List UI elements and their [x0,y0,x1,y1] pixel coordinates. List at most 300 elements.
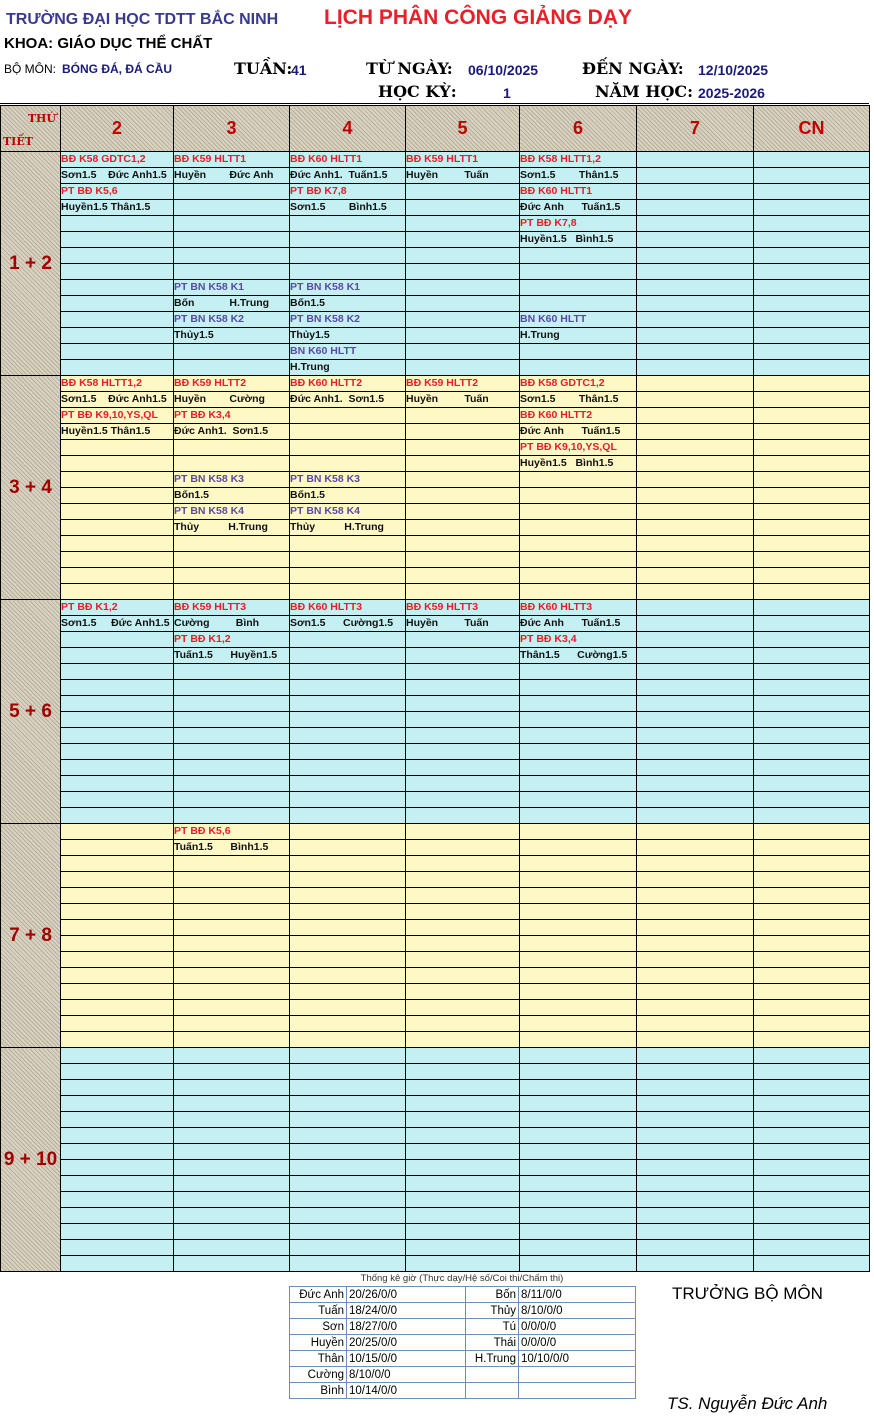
schedule-cell[interactable] [174,696,290,712]
schedule-cell[interactable] [637,952,754,968]
schedule-cell[interactable] [637,968,754,984]
schedule-cell[interactable] [290,712,406,728]
schedule-cell[interactable] [637,696,754,712]
schedule-cell[interactable] [61,1016,174,1032]
schedule-cell[interactable] [174,1176,290,1192]
schedule-cell[interactable] [754,248,870,264]
schedule-cell[interactable] [61,696,174,712]
schedule-cell[interactable] [754,776,870,792]
schedule-cell[interactable] [174,600,290,616]
schedule-cell[interactable] [406,216,520,232]
schedule-cell[interactable] [61,248,174,264]
schedule-cell[interactable] [61,280,174,296]
schedule-cell[interactable] [520,744,637,760]
schedule-cell[interactable] [754,1160,870,1176]
schedule-cell[interactable] [754,520,870,536]
schedule-cell[interactable] [520,504,637,520]
schedule-cell[interactable] [754,584,870,600]
schedule-cell[interactable] [637,312,754,328]
schedule-cell[interactable] [290,600,406,616]
schedule-cell[interactable] [406,1160,520,1176]
schedule-cell[interactable] [637,936,754,952]
schedule-cell[interactable] [290,1096,406,1112]
schedule-cell[interactable] [61,840,174,856]
schedule-cell[interactable] [520,1096,637,1112]
schedule-cell[interactable] [637,504,754,520]
schedule-cell[interactable] [754,1192,870,1208]
schedule-cell[interactable] [406,696,520,712]
schedule-cell[interactable] [406,616,520,632]
schedule-cell[interactable] [754,1048,870,1064]
schedule-cell[interactable] [520,728,637,744]
schedule-cell[interactable] [406,664,520,680]
schedule-cell[interactable] [637,712,754,728]
schedule-cell[interactable] [520,552,637,568]
schedule-cell[interactable] [637,424,754,440]
schedule-cell[interactable] [754,680,870,696]
schedule-cell[interactable] [637,1000,754,1016]
schedule-cell[interactable] [406,968,520,984]
schedule-cell[interactable] [637,744,754,760]
schedule-cell[interactable] [61,824,174,840]
schedule-cell[interactable] [406,760,520,776]
schedule-cell[interactable] [637,664,754,680]
schedule-cell[interactable] [637,1240,754,1256]
schedule-cell[interactable] [61,1032,174,1048]
schedule-cell[interactable] [406,536,520,552]
schedule-cell[interactable] [290,904,406,920]
schedule-cell[interactable] [637,1128,754,1144]
schedule-cell[interactable] [754,1256,870,1272]
schedule-cell[interactable] [637,1048,754,1064]
schedule-cell[interactable] [290,664,406,680]
schedule-cell[interactable] [754,440,870,456]
schedule-cell[interactable] [61,488,174,504]
schedule-cell[interactable] [290,888,406,904]
schedule-cell[interactable] [754,664,870,680]
schedule-cell[interactable] [61,936,174,952]
schedule-cell[interactable] [754,824,870,840]
schedule-cell[interactable] [406,296,520,312]
schedule-cell[interactable] [637,1016,754,1032]
schedule-cell[interactable] [174,680,290,696]
schedule-cell[interactable] [754,984,870,1000]
schedule-cell[interactable] [520,488,637,504]
schedule-cell[interactable] [406,200,520,216]
schedule-cell[interactable] [290,872,406,888]
schedule-cell[interactable] [754,392,870,408]
schedule-cell[interactable] [174,232,290,248]
schedule-cell[interactable] [637,184,754,200]
schedule-cell[interactable] [520,600,637,616]
schedule-cell[interactable] [520,872,637,888]
schedule-cell[interactable] [290,536,406,552]
schedule-cell[interactable] [406,904,520,920]
schedule-cell[interactable] [754,712,870,728]
schedule-cell[interactable] [520,1224,637,1240]
schedule-cell[interactable] [520,1064,637,1080]
schedule-cell[interactable] [174,312,290,328]
schedule-cell[interactable] [637,264,754,280]
schedule-cell[interactable] [61,1176,174,1192]
schedule-cell[interactable] [406,360,520,376]
schedule-cell[interactable] [290,184,406,200]
schedule-cell[interactable] [174,152,290,168]
schedule-cell[interactable] [290,984,406,1000]
schedule-cell[interactable] [754,344,870,360]
schedule-cell[interactable] [406,472,520,488]
schedule-cell[interactable] [637,328,754,344]
schedule-cell[interactable] [174,488,290,504]
schedule-cell[interactable] [174,552,290,568]
schedule-cell[interactable] [637,632,754,648]
schedule-cell[interactable] [61,712,174,728]
schedule-cell[interactable] [406,1256,520,1272]
schedule-cell[interactable] [406,712,520,728]
schedule-cell[interactable] [637,1176,754,1192]
schedule-cell[interactable] [637,232,754,248]
schedule-cell[interactable] [520,680,637,696]
schedule-cell[interactable] [174,504,290,520]
schedule-cell[interactable] [637,1160,754,1176]
schedule-cell[interactable] [754,1144,870,1160]
schedule-cell[interactable] [520,856,637,872]
schedule-cell[interactable] [754,536,870,552]
schedule-cell[interactable] [637,248,754,264]
schedule-cell[interactable] [61,344,174,360]
schedule-cell[interactable] [637,616,754,632]
schedule-cell[interactable] [637,408,754,424]
schedule-cell[interactable] [406,232,520,248]
schedule-cell[interactable] [637,216,754,232]
schedule-cell[interactable] [754,424,870,440]
schedule-cell[interactable] [290,632,406,648]
schedule-cell[interactable] [520,520,637,536]
schedule-cell[interactable] [637,792,754,808]
schedule-cell[interactable] [61,1128,174,1144]
schedule-cell[interactable] [637,808,754,824]
schedule-cell[interactable] [406,888,520,904]
schedule-cell[interactable] [174,632,290,648]
schedule-cell[interactable] [520,168,637,184]
schedule-cell[interactable] [406,328,520,344]
schedule-cell[interactable] [754,168,870,184]
schedule-cell[interactable] [61,312,174,328]
schedule-cell[interactable] [61,520,174,536]
schedule-cell[interactable] [174,1048,290,1064]
schedule-cell[interactable] [290,792,406,808]
schedule-cell[interactable] [174,1240,290,1256]
schedule-cell[interactable] [406,1064,520,1080]
schedule-cell[interactable] [406,568,520,584]
schedule-cell[interactable] [174,744,290,760]
schedule-cell[interactable] [406,856,520,872]
schedule-cell[interactable] [290,472,406,488]
schedule-cell[interactable] [637,824,754,840]
schedule-cell[interactable] [290,744,406,760]
schedule-cell[interactable] [637,440,754,456]
schedule-cell[interactable] [290,776,406,792]
schedule-cell[interactable] [61,648,174,664]
schedule-cell[interactable] [754,648,870,664]
schedule-cell[interactable] [406,872,520,888]
schedule-cell[interactable] [637,600,754,616]
schedule-cell[interactable] [61,440,174,456]
schedule-cell[interactable] [520,616,637,632]
schedule-cell[interactable] [754,472,870,488]
schedule-cell[interactable] [61,1112,174,1128]
schedule-cell[interactable] [406,1176,520,1192]
schedule-cell[interactable] [754,840,870,856]
schedule-cell[interactable] [290,1160,406,1176]
schedule-cell[interactable] [520,392,637,408]
schedule-cell[interactable] [174,296,290,312]
schedule-cell[interactable] [754,888,870,904]
schedule-cell[interactable] [290,808,406,824]
schedule-cell[interactable] [61,1160,174,1176]
schedule-cell[interactable] [174,328,290,344]
schedule-cell[interactable] [290,504,406,520]
schedule-cell[interactable] [290,1144,406,1160]
schedule-cell[interactable] [520,1240,637,1256]
schedule-cell[interactable] [174,840,290,856]
schedule-cell[interactable] [754,600,870,616]
schedule-cell[interactable] [754,488,870,504]
schedule-cell[interactable] [61,664,174,680]
schedule-cell[interactable] [754,808,870,824]
schedule-cell[interactable] [754,1176,870,1192]
schedule-cell[interactable] [174,808,290,824]
schedule-cell[interactable] [290,648,406,664]
schedule-cell[interactable] [637,520,754,536]
schedule-cell[interactable] [174,472,290,488]
schedule-cell[interactable] [61,1240,174,1256]
schedule-cell[interactable] [406,1144,520,1160]
schedule-cell[interactable] [520,1256,637,1272]
schedule-cell[interactable] [290,616,406,632]
schedule-cell[interactable] [61,200,174,216]
schedule-cell[interactable] [174,968,290,984]
schedule-cell[interactable] [520,472,637,488]
schedule-cell[interactable] [61,296,174,312]
schedule-cell[interactable] [61,504,174,520]
schedule-cell[interactable] [520,216,637,232]
schedule-cell[interactable] [61,1096,174,1112]
schedule-cell[interactable] [637,1144,754,1160]
schedule-cell[interactable] [290,408,406,424]
schedule-cell[interactable] [406,1080,520,1096]
schedule-cell[interactable] [174,1224,290,1240]
schedule-cell[interactable] [406,392,520,408]
schedule-cell[interactable] [637,648,754,664]
schedule-cell[interactable] [754,216,870,232]
schedule-cell[interactable] [406,440,520,456]
schedule-cell[interactable] [61,904,174,920]
schedule-cell[interactable] [290,1240,406,1256]
schedule-cell[interactable] [290,728,406,744]
schedule-cell[interactable] [61,1080,174,1096]
schedule-cell[interactable] [61,392,174,408]
schedule-cell[interactable] [174,1064,290,1080]
schedule-cell[interactable] [61,600,174,616]
schedule-cell[interactable] [520,1016,637,1032]
schedule-cell[interactable] [520,1208,637,1224]
schedule-cell[interactable] [290,520,406,536]
schedule-cell[interactable] [61,744,174,760]
schedule-cell[interactable] [406,504,520,520]
schedule-cell[interactable] [754,1000,870,1016]
schedule-cell[interactable] [637,872,754,888]
schedule-cell[interactable] [520,984,637,1000]
schedule-cell[interactable] [637,552,754,568]
schedule-cell[interactable] [290,1048,406,1064]
schedule-cell[interactable] [406,1000,520,1016]
schedule-cell[interactable] [61,1224,174,1240]
schedule-cell[interactable] [290,200,406,216]
schedule-cell[interactable] [406,808,520,824]
schedule-cell[interactable] [406,264,520,280]
schedule-cell[interactable] [520,264,637,280]
schedule-cell[interactable] [520,952,637,968]
schedule-cell[interactable] [520,424,637,440]
schedule-cell[interactable] [174,920,290,936]
schedule-cell[interactable] [61,536,174,552]
schedule-cell[interactable] [406,520,520,536]
schedule-cell[interactable] [637,920,754,936]
schedule-cell[interactable] [637,584,754,600]
schedule-cell[interactable] [61,728,174,744]
schedule-cell[interactable] [520,312,637,328]
schedule-cell[interactable] [754,328,870,344]
schedule-cell[interactable] [174,760,290,776]
schedule-cell[interactable] [754,760,870,776]
schedule-cell[interactable] [520,888,637,904]
schedule-cell[interactable] [406,1240,520,1256]
schedule-cell[interactable] [61,888,174,904]
schedule-cell[interactable] [290,1176,406,1192]
schedule-cell[interactable] [637,1224,754,1240]
schedule-cell[interactable] [754,504,870,520]
schedule-cell[interactable] [406,1048,520,1064]
schedule-cell[interactable] [520,936,637,952]
schedule-cell[interactable] [754,408,870,424]
schedule-cell[interactable] [520,536,637,552]
schedule-cell[interactable] [406,952,520,968]
schedule-cell[interactable] [174,984,290,1000]
schedule-cell[interactable] [61,328,174,344]
schedule-cell[interactable] [290,456,406,472]
schedule-cell[interactable] [754,728,870,744]
schedule-cell[interactable] [290,840,406,856]
schedule-cell[interactable] [290,488,406,504]
schedule-cell[interactable] [637,1064,754,1080]
schedule-cell[interactable] [174,344,290,360]
schedule-cell[interactable] [637,1208,754,1224]
schedule-cell[interactable] [754,904,870,920]
schedule-cell[interactable] [61,584,174,600]
schedule-cell[interactable] [290,936,406,952]
schedule-cell[interactable] [406,408,520,424]
schedule-cell[interactable] [637,536,754,552]
schedule-cell[interactable] [754,296,870,312]
schedule-cell[interactable] [637,1192,754,1208]
schedule-cell[interactable] [290,1032,406,1048]
schedule-cell[interactable] [290,1208,406,1224]
schedule-cell[interactable] [61,632,174,648]
schedule-cell[interactable] [637,1112,754,1128]
schedule-cell[interactable] [754,1080,870,1096]
schedule-cell[interactable] [637,1080,754,1096]
schedule-cell[interactable] [406,312,520,328]
schedule-cell[interactable] [290,824,406,840]
schedule-cell[interactable] [754,232,870,248]
schedule-cell[interactable] [290,584,406,600]
schedule-cell[interactable] [754,312,870,328]
schedule-cell[interactable] [61,424,174,440]
schedule-cell[interactable] [406,424,520,440]
schedule-cell[interactable] [520,408,637,424]
schedule-cell[interactable] [520,632,637,648]
schedule-cell[interactable] [61,360,174,376]
schedule-cell[interactable] [406,680,520,696]
schedule-cell[interactable] [290,1192,406,1208]
schedule-cell[interactable] [406,376,520,392]
schedule-cell[interactable] [754,952,870,968]
schedule-cell[interactable] [290,360,406,376]
schedule-cell[interactable] [61,552,174,568]
schedule-cell[interactable] [290,1224,406,1240]
schedule-cell[interactable] [290,920,406,936]
schedule-cell[interactable] [754,1032,870,1048]
schedule-cell[interactable] [61,1192,174,1208]
schedule-cell[interactable] [637,344,754,360]
schedule-cell[interactable] [174,424,290,440]
schedule-cell[interactable] [520,376,637,392]
schedule-cell[interactable] [61,872,174,888]
schedule-cell[interactable] [637,904,754,920]
schedule-cell[interactable] [754,792,870,808]
schedule-cell[interactable] [290,856,406,872]
schedule-cell[interactable] [61,1048,174,1064]
schedule-cell[interactable] [290,392,406,408]
schedule-cell[interactable] [61,808,174,824]
schedule-cell[interactable] [174,1000,290,1016]
schedule-cell[interactable] [406,1192,520,1208]
schedule-cell[interactable] [637,168,754,184]
schedule-cell[interactable] [61,616,174,632]
schedule-cell[interactable] [61,792,174,808]
schedule-cell[interactable] [520,328,637,344]
schedule-cell[interactable] [520,920,637,936]
schedule-cell[interactable] [174,1160,290,1176]
schedule-cell[interactable] [174,584,290,600]
schedule-cell[interactable] [406,344,520,360]
schedule-cell[interactable] [290,968,406,984]
schedule-cell[interactable] [520,184,637,200]
schedule-cell[interactable] [520,344,637,360]
schedule-cell[interactable] [637,1032,754,1048]
schedule-cell[interactable] [754,872,870,888]
schedule-cell[interactable] [290,1128,406,1144]
schedule-cell[interactable] [520,568,637,584]
schedule-cell[interactable] [406,184,520,200]
schedule-cell[interactable] [174,1016,290,1032]
schedule-cell[interactable] [61,1000,174,1016]
schedule-cell[interactable] [406,1224,520,1240]
schedule-cell[interactable] [174,168,290,184]
schedule-cell[interactable] [290,152,406,168]
schedule-cell[interactable] [61,216,174,232]
